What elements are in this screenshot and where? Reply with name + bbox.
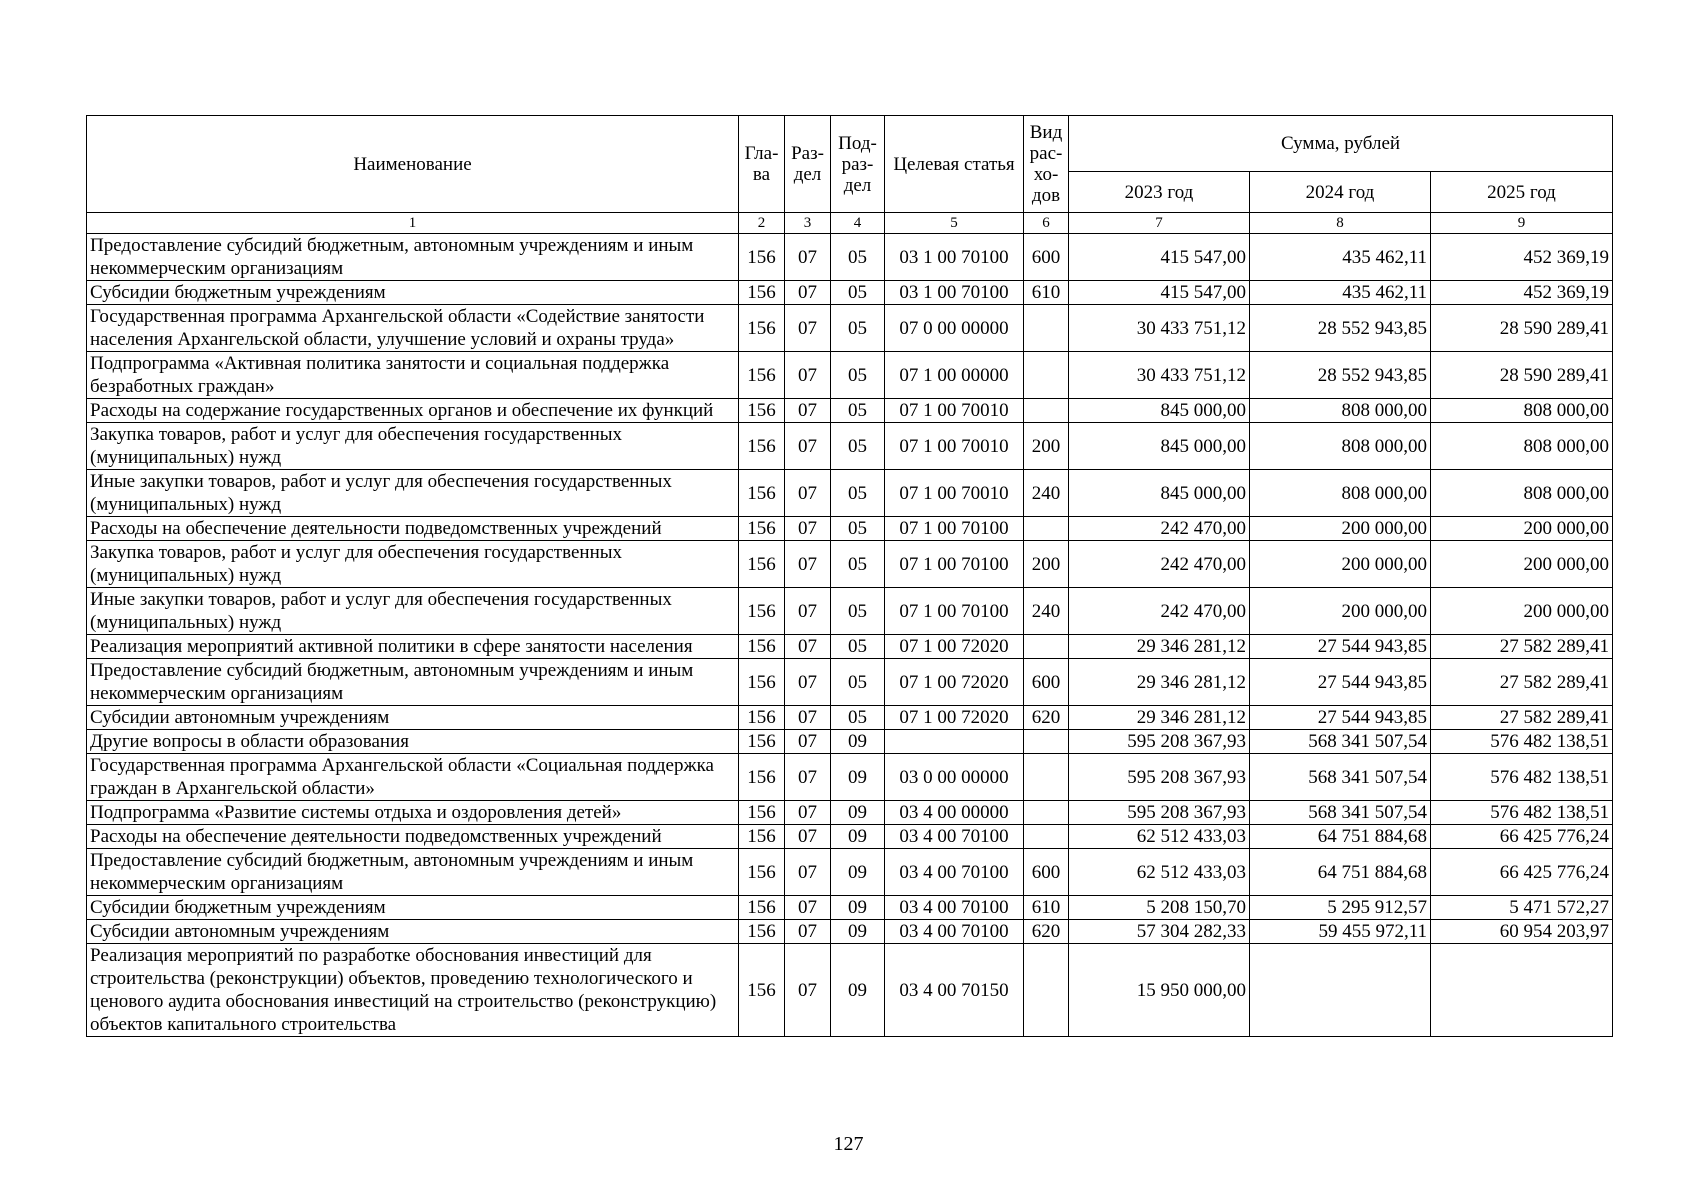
row-vid-raskhodov: 600 — [1024, 234, 1069, 281]
header-podrazdel: Под-раз-дел — [831, 116, 885, 213]
table-row — [87, 470, 1613, 517]
row-podrazdel: 05 — [831, 541, 885, 588]
row-tselevaya-statya: 07 1 00 72020 — [885, 706, 1024, 730]
row-amount-2025: 60 954 203,97 — [1431, 920, 1613, 944]
row-razdel: 07 — [785, 635, 831, 659]
row-amount-2024: 59 455 972,11 — [1250, 920, 1431, 944]
row-podrazdel: 05 — [831, 588, 885, 635]
row-amount-2024: 808 000,00 — [1250, 399, 1431, 423]
row-razdel: 07 — [785, 423, 831, 470]
row-razdel: 07 — [785, 305, 831, 352]
row-glava: 156 — [739, 281, 785, 305]
row-glava: 156 — [739, 588, 785, 635]
table-row — [87, 635, 1613, 659]
column-number: 8 — [1250, 213, 1431, 234]
row-amount-2024: 435 462,11 — [1250, 234, 1431, 281]
row-vid-raskhodov: 610 — [1024, 896, 1069, 920]
row-tselevaya-statya: 07 1 00 00000 — [885, 352, 1024, 399]
row-name: Субсидии бюджетным учреждениям — [87, 281, 739, 305]
column-number: 9 — [1431, 213, 1613, 234]
row-glava: 156 — [739, 706, 785, 730]
row-podrazdel: 09 — [831, 944, 885, 1037]
row-razdel: 07 — [785, 754, 831, 801]
row-tselevaya-statya: 03 0 00 00000 — [885, 754, 1024, 801]
row-vid-raskhodov: 610 — [1024, 281, 1069, 305]
table-body — [87, 234, 1613, 1037]
row-amount-2024: 568 341 507,54 — [1250, 730, 1431, 754]
row-vid-raskhodov: 600 — [1024, 849, 1069, 896]
row-vid-raskhodov — [1024, 730, 1069, 754]
table-row — [87, 849, 1613, 896]
row-name: Иные закупки товаров, работ и услуг для обеспечения государственных (муниципальных) нужд — [87, 470, 739, 517]
row-vid-raskhodov: 240 — [1024, 588, 1069, 635]
row-amount-2025: 200 000,00 — [1431, 541, 1613, 588]
row-amount-2025: 27 582 289,41 — [1431, 659, 1613, 706]
row-tselevaya-statya: 03 4 00 70100 — [885, 896, 1024, 920]
row-vid-raskhodov: 620 — [1024, 920, 1069, 944]
row-glava: 156 — [739, 352, 785, 399]
row-razdel: 07 — [785, 896, 831, 920]
row-amount-2025: 808 000,00 — [1431, 399, 1613, 423]
row-podrazdel: 05 — [831, 423, 885, 470]
row-razdel: 07 — [785, 659, 831, 706]
row-razdel: 07 — [785, 706, 831, 730]
row-razdel: 07 — [785, 944, 831, 1037]
row-tselevaya-statya: 07 1 00 70010 — [885, 399, 1024, 423]
row-amount-2025: 808 000,00 — [1431, 470, 1613, 517]
row-amount-2023: 595 208 367,93 — [1069, 801, 1250, 825]
row-podrazdel: 05 — [831, 281, 885, 305]
row-name: Предоставление субсидий бюджетным, автономным учреждениям и иным некоммерческим организациям — [87, 849, 739, 896]
row-amount-2023: 242 470,00 — [1069, 517, 1250, 541]
row-amount-2023: 415 547,00 — [1069, 281, 1250, 305]
row-podrazdel: 05 — [831, 305, 885, 352]
row-amount-2024: 568 341 507,54 — [1250, 754, 1431, 801]
row-vid-raskhodov — [1024, 801, 1069, 825]
row-name: Реализация мероприятий активной политики в сфере занятости населения — [87, 635, 739, 659]
row-name: Иные закупки товаров, работ и услуг для обеспечения государственных (муниципальных) нужд — [87, 588, 739, 635]
column-number: 7 — [1069, 213, 1250, 234]
column-number-row — [87, 213, 1613, 234]
table-row — [87, 588, 1613, 635]
row-razdel: 07 — [785, 730, 831, 754]
row-amount-2025: 200 000,00 — [1431, 588, 1613, 635]
table-row — [87, 825, 1613, 849]
row-razdel: 07 — [785, 352, 831, 399]
row-amount-2023: 595 208 367,93 — [1069, 730, 1250, 754]
row-podrazdel: 05 — [831, 352, 885, 399]
row-amount-2024: 568 341 507,54 — [1250, 801, 1431, 825]
row-glava: 156 — [739, 470, 785, 517]
row-amount-2023: 242 470,00 — [1069, 541, 1250, 588]
row-amount-2024 — [1250, 944, 1431, 1037]
row-glava: 156 — [739, 944, 785, 1037]
row-vid-raskhodov — [1024, 754, 1069, 801]
row-vid-raskhodov: 620 — [1024, 706, 1069, 730]
row-amount-2025 — [1431, 944, 1613, 1037]
row-name: Закупка товаров, работ и услуг для обеспечения государственных (муниципальных) нужд — [87, 541, 739, 588]
row-glava: 156 — [739, 517, 785, 541]
row-name: Расходы на обеспечение деятельности подведомственных учреждений — [87, 517, 739, 541]
row-razdel: 07 — [785, 399, 831, 423]
row-podrazdel: 09 — [831, 920, 885, 944]
row-tselevaya-statya: 07 1 00 70100 — [885, 541, 1024, 588]
row-podrazdel: 09 — [831, 730, 885, 754]
table-row — [87, 423, 1613, 470]
column-number: 1 — [87, 213, 739, 234]
row-amount-2023: 845 000,00 — [1069, 399, 1250, 423]
row-vid-raskhodov: 200 — [1024, 423, 1069, 470]
row-amount-2025: 808 000,00 — [1431, 423, 1613, 470]
row-razdel: 07 — [785, 281, 831, 305]
row-razdel: 07 — [785, 588, 831, 635]
row-amount-2024: 27 544 943,85 — [1250, 635, 1431, 659]
row-amount-2023: 62 512 433,03 — [1069, 825, 1250, 849]
header-vid-raskhodov: Вид рас-хо-дов — [1024, 116, 1069, 213]
row-glava: 156 — [739, 825, 785, 849]
header-year-2023: 2023 год — [1069, 172, 1250, 213]
header-tselevaya-statya: Целевая статья — [885, 116, 1024, 213]
row-name: Закупка товаров, работ и услуг для обеспечения государственных (муниципальных) нужд — [87, 423, 739, 470]
header-glava: Гла-ва — [739, 116, 785, 213]
row-razdel: 07 — [785, 920, 831, 944]
row-tselevaya-statya: 03 4 00 70150 — [885, 944, 1024, 1037]
row-podrazdel: 09 — [831, 896, 885, 920]
row-tselevaya-statya: 03 4 00 70100 — [885, 920, 1024, 944]
column-number: 3 — [785, 213, 831, 234]
row-tselevaya-statya — [885, 730, 1024, 754]
table-header — [87, 116, 1613, 234]
row-amount-2025: 27 582 289,41 — [1431, 635, 1613, 659]
row-glava: 156 — [739, 659, 785, 706]
row-glava: 156 — [739, 896, 785, 920]
row-glava: 156 — [739, 849, 785, 896]
table-row — [87, 352, 1613, 399]
column-number: 5 — [885, 213, 1024, 234]
row-name: Расходы на обеспечение деятельности подведомственных учреждений — [87, 825, 739, 849]
table-row — [87, 730, 1613, 754]
row-amount-2025: 576 482 138,51 — [1431, 754, 1613, 801]
row-amount-2024: 64 751 884,68 — [1250, 849, 1431, 896]
budget-table — [86, 115, 1613, 1037]
row-razdel: 07 — [785, 234, 831, 281]
row-tselevaya-statya: 03 4 00 70100 — [885, 825, 1024, 849]
row-amount-2023: 29 346 281,12 — [1069, 635, 1250, 659]
row-amount-2023: 57 304 282,33 — [1069, 920, 1250, 944]
row-name: Субсидии автономным учреждениям — [87, 920, 739, 944]
row-glava: 156 — [739, 801, 785, 825]
row-amount-2023: 29 346 281,12 — [1069, 706, 1250, 730]
row-amount-2023: 415 547,00 — [1069, 234, 1250, 281]
row-razdel: 07 — [785, 849, 831, 896]
row-name: Субсидии автономным учреждениям — [87, 706, 739, 730]
row-podrazdel: 05 — [831, 706, 885, 730]
row-amount-2023: 30 433 751,12 — [1069, 305, 1250, 352]
table-row — [87, 920, 1613, 944]
row-tselevaya-statya: 07 1 00 70100 — [885, 588, 1024, 635]
row-amount-2023: 5 208 150,70 — [1069, 896, 1250, 920]
row-vid-raskhodov: 200 — [1024, 541, 1069, 588]
row-tselevaya-statya: 07 0 00 00000 — [885, 305, 1024, 352]
row-tselevaya-statya: 03 1 00 70100 — [885, 281, 1024, 305]
row-podrazdel: 09 — [831, 801, 885, 825]
row-name: Государственная программа Архангельской области «Социальная поддержка граждан в Архангельской области» — [87, 754, 739, 801]
row-podrazdel: 05 — [831, 470, 885, 517]
row-amount-2023: 595 208 367,93 — [1069, 754, 1250, 801]
row-glava: 156 — [739, 423, 785, 470]
row-razdel: 07 — [785, 517, 831, 541]
row-podrazdel: 05 — [831, 517, 885, 541]
row-vid-raskhodov — [1024, 517, 1069, 541]
row-podrazdel: 09 — [831, 849, 885, 896]
row-amount-2023: 242 470,00 — [1069, 588, 1250, 635]
row-vid-raskhodov — [1024, 399, 1069, 423]
row-name: Расходы на содержание государственных органов и обеспечение их функций — [87, 399, 739, 423]
row-tselevaya-statya: 07 1 00 70100 — [885, 517, 1024, 541]
row-glava: 156 — [739, 399, 785, 423]
row-podrazdel: 05 — [831, 234, 885, 281]
row-glava: 156 — [739, 541, 785, 588]
row-name: Подпрограмма «Активная политика занятости и социальная поддержка безработных граждан» — [87, 352, 739, 399]
row-amount-2023: 30 433 751,12 — [1069, 352, 1250, 399]
row-podrazdel: 05 — [831, 659, 885, 706]
row-podrazdel: 09 — [831, 825, 885, 849]
row-amount-2024: 27 544 943,85 — [1250, 659, 1431, 706]
row-amount-2024: 28 552 943,85 — [1250, 352, 1431, 399]
header-summa: Сумма, рублей — [1069, 116, 1613, 172]
row-amount-2025: 66 425 776,24 — [1431, 849, 1613, 896]
row-amount-2024: 808 000,00 — [1250, 423, 1431, 470]
row-amount-2025: 576 482 138,51 — [1431, 730, 1613, 754]
row-amount-2024: 808 000,00 — [1250, 470, 1431, 517]
row-name: Субсидии бюджетным учреждениям — [87, 896, 739, 920]
row-amount-2023: 15 950 000,00 — [1069, 944, 1250, 1037]
row-razdel: 07 — [785, 801, 831, 825]
table-row — [87, 801, 1613, 825]
row-amount-2024: 200 000,00 — [1250, 541, 1431, 588]
table-row — [87, 754, 1613, 801]
row-glava: 156 — [739, 234, 785, 281]
row-amount-2023: 845 000,00 — [1069, 470, 1250, 517]
table-row — [87, 944, 1613, 1037]
row-amount-2024: 28 552 943,85 — [1250, 305, 1431, 352]
row-razdel: 07 — [785, 470, 831, 517]
row-amount-2025: 452 369,19 — [1431, 281, 1613, 305]
row-tselevaya-statya: 07 1 00 72020 — [885, 635, 1024, 659]
header-year-2025: 2025 год — [1431, 172, 1613, 213]
row-name: Государственная программа Архангельской области «Содействие занятости населения Архангельской области, улучшение условий и охраны труда» — [87, 305, 739, 352]
row-name: Реализация мероприятий по разработке обоснования инвестиций для строительства (реконструкции) объектов, проведению технологического и ценового аудита обоснования инвестиций на строительство (реконструкцию) объектов капитального строительства — [87, 944, 739, 1037]
row-podrazdel: 09 — [831, 754, 885, 801]
header-name: Наименование — [87, 116, 739, 213]
row-vid-raskhodov: 240 — [1024, 470, 1069, 517]
header-razdel: Раз-дел — [785, 116, 831, 213]
row-glava: 156 — [739, 920, 785, 944]
row-amount-2025: 28 590 289,41 — [1431, 305, 1613, 352]
row-tselevaya-statya: 03 4 00 00000 — [885, 801, 1024, 825]
row-vid-raskhodov — [1024, 825, 1069, 849]
table-row — [87, 541, 1613, 588]
row-tselevaya-statya: 07 1 00 70010 — [885, 470, 1024, 517]
row-vid-raskhodov: 600 — [1024, 659, 1069, 706]
row-amount-2023: 62 512 433,03 — [1069, 849, 1250, 896]
row-amount-2025: 5 471 572,27 — [1431, 896, 1613, 920]
row-amount-2025: 576 482 138,51 — [1431, 801, 1613, 825]
row-tselevaya-statya: 03 1 00 70100 — [885, 234, 1024, 281]
row-amount-2024: 200 000,00 — [1250, 517, 1431, 541]
row-amount-2024: 200 000,00 — [1250, 588, 1431, 635]
row-amount-2023: 845 000,00 — [1069, 423, 1250, 470]
row-razdel: 07 — [785, 825, 831, 849]
table-row — [87, 517, 1613, 541]
row-amount-2025: 452 369,19 — [1431, 234, 1613, 281]
column-number: 4 — [831, 213, 885, 234]
row-tselevaya-statya: 07 1 00 72020 — [885, 659, 1024, 706]
row-amount-2023: 29 346 281,12 — [1069, 659, 1250, 706]
row-name: Подпрограмма «Развитие системы отдыха и оздоровления детей» — [87, 801, 739, 825]
row-amount-2025: 27 582 289,41 — [1431, 706, 1613, 730]
row-amount-2024: 5 295 912,57 — [1250, 896, 1431, 920]
row-amount-2024: 435 462,11 — [1250, 281, 1431, 305]
row-glava: 156 — [739, 754, 785, 801]
row-vid-raskhodov — [1024, 944, 1069, 1037]
row-amount-2025: 28 590 289,41 — [1431, 352, 1613, 399]
column-number: 6 — [1024, 213, 1069, 234]
row-amount-2025: 200 000,00 — [1431, 517, 1613, 541]
row-tselevaya-statya: 07 1 00 70010 — [885, 423, 1024, 470]
row-vid-raskhodov — [1024, 352, 1069, 399]
header-year-2024: 2024 год — [1250, 172, 1431, 213]
table-row — [87, 234, 1613, 281]
row-amount-2025: 66 425 776,24 — [1431, 825, 1613, 849]
row-name: Предоставление субсидий бюджетным, автономным учреждениям и иным некоммерческим организациям — [87, 234, 739, 281]
row-podrazdel: 05 — [831, 399, 885, 423]
row-amount-2024: 64 751 884,68 — [1250, 825, 1431, 849]
row-name: Предоставление субсидий бюджетным, автономным учреждениям и иным некоммерческим организациям — [87, 659, 739, 706]
table-row — [87, 305, 1613, 352]
page-number: 127 — [833, 1133, 864, 1155]
row-glava: 156 — [739, 305, 785, 352]
row-razdel: 07 — [785, 541, 831, 588]
table-row — [87, 896, 1613, 920]
table-row — [87, 399, 1613, 423]
row-name: Другие вопросы в области образования — [87, 730, 739, 754]
table-row — [87, 659, 1613, 706]
table-row — [87, 706, 1613, 730]
row-podrazdel: 05 — [831, 635, 885, 659]
row-glava: 156 — [739, 730, 785, 754]
row-glava: 156 — [739, 635, 785, 659]
row-amount-2024: 27 544 943,85 — [1250, 706, 1431, 730]
table-row — [87, 281, 1613, 305]
row-vid-raskhodov — [1024, 635, 1069, 659]
column-number: 2 — [739, 213, 785, 234]
row-tselevaya-statya: 03 4 00 70100 — [885, 849, 1024, 896]
row-vid-raskhodov — [1024, 305, 1069, 352]
